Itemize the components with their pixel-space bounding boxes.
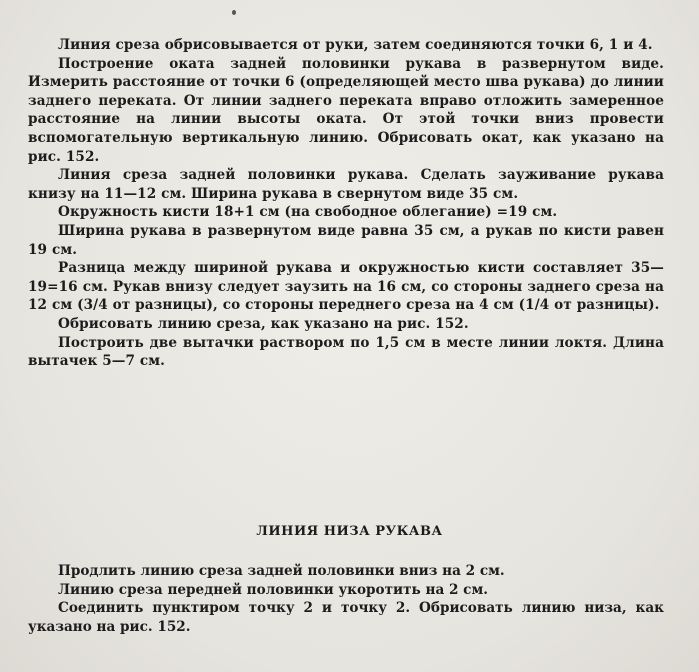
paragraph-4: Окружность кисти 18+1 см (на свободное облегание) =19 см. (58, 204, 558, 221)
paragraph-10: Линию среза передней половинки укоротить на 2 см. (58, 581, 489, 598)
paragraph-3: Линия среза задней половинки рукава. Сделать зауживание рукава книзу на 11—12 см. Ширина рукава в свернутом виде 35 см. (28, 167, 664, 202)
paragraph-5: Ширина рукава в развернутом виде равна 35 см, а рукав по кисти равен 19 см. (28, 222, 664, 258)
paragraph-9: Продлить линию среза задней половинки вниз на 2 см. (58, 563, 505, 579)
paragraph-2: Построение оката задней половинки рукава в развернутом виде. Измерить расстояние от точки 6 (определяющей место шва рукава) до линии заднего переката. От линии заднего переката вправо отложить замеренное расстояние на линии высоты оката. От этой точки вниз провести вспомогательную вертикальную линию. Обрисовать окат, как указано на рис. 152. (28, 55, 664, 165)
paragraph-6: Разница между шириной рукава и окружностью кисти составляет 35—19=16 см. Рукав внизу следует заузить на 16 см, со стороны заднего среза на 12 см (3/4 от разницы), со стороны переднего среза на 4 см (1/4 от разницы). (28, 260, 664, 314)
section-text (28, 562, 664, 636)
paragraph-7: Обрисовать линию среза, как указано на рис. 152. (58, 315, 469, 332)
section-heading: ЛИНИЯ НИЗА РУКАВА (256, 524, 443, 539)
main-text (28, 36, 664, 371)
print-speck (232, 10, 236, 15)
paragraph-11: Соединить пунктиром точку 2 и точку 2. Обрисовать линию низа, как указано на рис. 152. (28, 600, 664, 635)
paragraph-8: Построить две вытачки раствором по 1,5 см в месте линии локтя. Длина вытачек 5—7 см. (28, 334, 664, 370)
paragraph-1: Линия среза обрисовывается от руки, затем соединяются точки 6, 1 и 4. (58, 37, 653, 53)
